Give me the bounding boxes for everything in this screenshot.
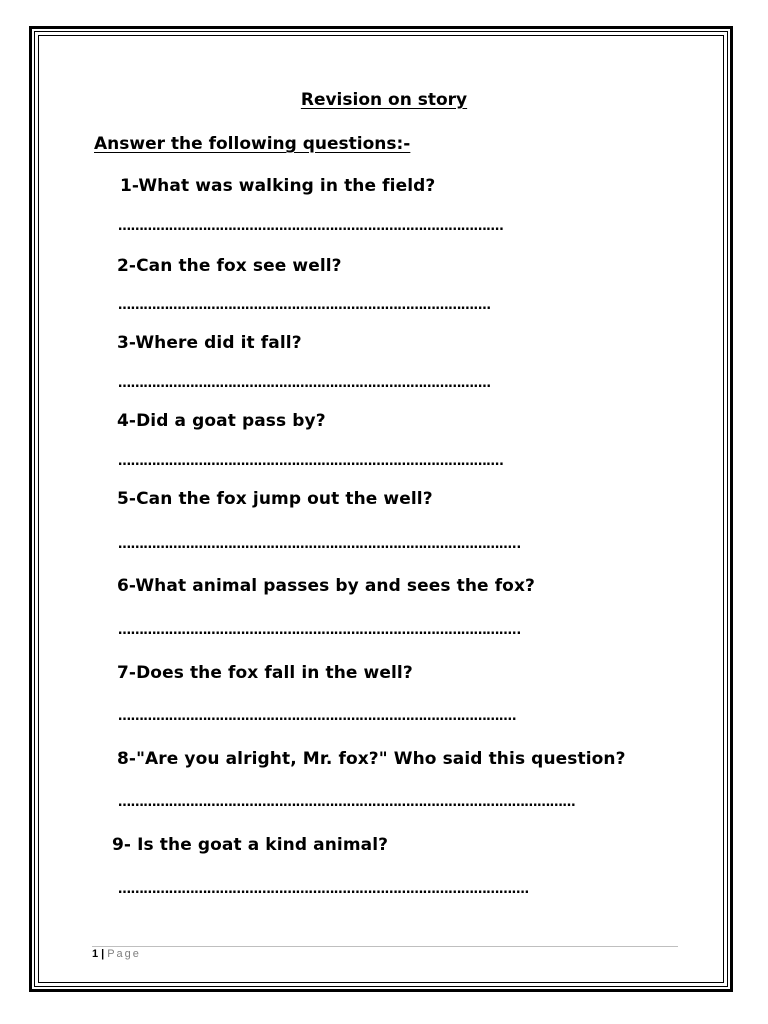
footer-separator: | [101,948,105,960]
page-label: Page [107,948,141,960]
answer-line-3: ……………………………………………………………………………. [118,376,491,391]
question-1: 1-What was walking in the field? [120,176,436,196]
worksheet-instructions: Answer the following questions:- [94,134,411,154]
answer-line-1: ………………………………………………………………………………. [118,219,504,234]
answer-line-4: ………………………………………………………………………………. [118,454,504,469]
question-6: 6-What animal passes by and sees the fox? [117,576,535,596]
question-3: 3-Where did it fall? [117,333,302,353]
question-2: 2-Can the fox see well? [117,256,342,276]
answer-line-9: ……………………………………………………………………………………. [118,882,530,897]
footer-divider [92,946,678,947]
question-5: 5-Can the fox jump out the well? [117,489,433,509]
answer-line-6: ………………………………………………………………………………….. [118,623,521,638]
question-4: 4-Did a goat pass by? [117,411,326,431]
answer-line-7: …………………………………………………………………………………. [118,709,517,724]
question-8: 8-"Are you alright, Mr. fox?" Who said this question? [117,749,626,769]
worksheet-title: Revision on story [300,90,468,110]
question-7: 7-Does the fox fall in the well? [117,663,413,683]
page-number: 1 [92,948,99,960]
answer-line-2: ……………………………………………………………………………. [118,298,491,313]
question-9: 9- Is the goat a kind animal? [112,835,389,855]
answer-line-5: ………………………………………………………………………………….. [118,537,521,552]
page-footer [92,948,141,960]
answer-line-8: ……………………………………………………………………………………………… [118,795,576,810]
